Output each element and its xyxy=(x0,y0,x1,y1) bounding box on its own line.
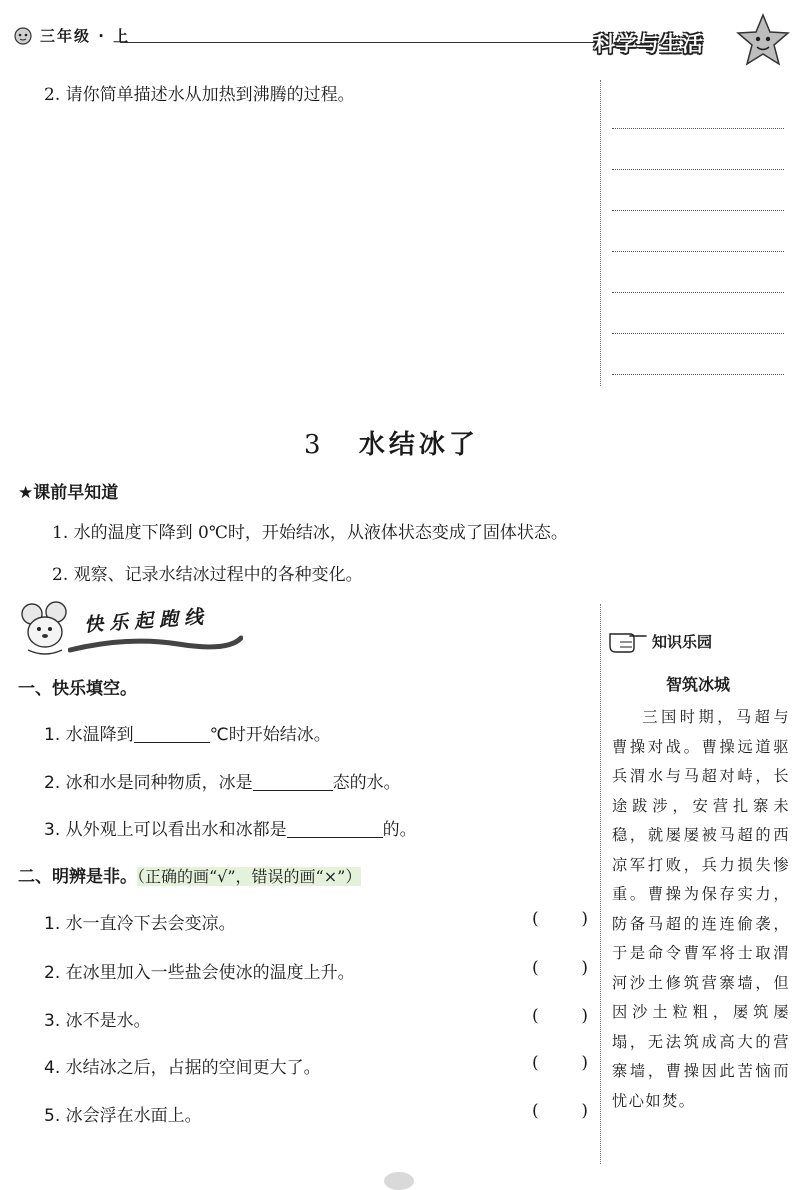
tf-item-4: 4. 水结冰之后，占据的空间更大了。 xyxy=(44,1058,321,1078)
answer-line[interactable] xyxy=(612,333,784,334)
top-side-divider xyxy=(600,80,601,386)
tf-item-3: 3. 冰不是水。 xyxy=(44,1011,151,1031)
kuaile-banner xyxy=(18,600,238,660)
true-false-heading: 二、明辨是非。（正确的画“√”，错误的画“×”） xyxy=(18,867,362,887)
bottom-side-divider xyxy=(600,604,601,1164)
answer-blank[interactable] xyxy=(253,772,333,791)
tf-item-1: 1. 水一直冷下去会变凉。 xyxy=(44,914,236,934)
sidebar-story: 三国时期，马超与曹操对战。曹操远道驱兵渭水与马超对峙，长途跋涉，安营扎寨未稳，就屡屡被马超的西凉军打败，兵力损失惨重。曹操为保存实力，防备马超的连连偷袭，于是命令曹军将士取渭河沙土修筑营寨墙，但因沙土粒粗，屡筑屡塌，无法筑成高大的营寨墙，曹操因此苦恼而忧心如焚。 xyxy=(612,708,790,1110)
answer-paren[interactable]: ( ) xyxy=(532,1053,588,1073)
answer-line[interactable] xyxy=(612,292,784,293)
answer-line[interactable] xyxy=(612,169,784,170)
answer-blank[interactable] xyxy=(287,819,383,838)
preview-heading: ★课前早知道 xyxy=(18,483,119,503)
chapter-number: 3 xyxy=(304,430,321,460)
pointing-hand-icon xyxy=(608,628,648,654)
fill-question-3: 3. 从外观上可以看出水和冰都是 的。 xyxy=(44,820,417,840)
answer-line[interactable] xyxy=(612,251,784,252)
header-rule xyxy=(120,42,600,43)
answer-line[interactable] xyxy=(612,128,784,129)
book-title: 科学与生活 xyxy=(594,32,704,56)
answer-line[interactable] xyxy=(612,374,784,375)
preview-item: 1. 水的温度下降到 0℃时，开始结冰，从液体状态变成了固体状态。 xyxy=(52,523,568,543)
preview-item: 2. 观察、记录水结冰过程中的各种变化。 xyxy=(52,565,363,585)
mascot-icon xyxy=(12,24,34,46)
page-tab-decoration xyxy=(384,1172,414,1190)
answer-blank[interactable] xyxy=(134,724,210,743)
fill-question-1: 1. 水温降到 ℃时开始结冰。 xyxy=(44,725,331,745)
tf-item-2: 2. 在冰里加入一些盐会使冰的温度上升。 xyxy=(44,963,355,983)
answer-paren[interactable]: ( ) xyxy=(532,958,588,978)
answer-line[interactable] xyxy=(612,210,784,211)
grade-label: 三年级 · 上 xyxy=(40,26,131,45)
banner-label: 快乐起跑线 xyxy=(83,605,210,637)
fill-blank-heading: 一、快乐填空。 xyxy=(18,679,137,699)
true-false-note: （正确的画“√”，错误的画“×”） xyxy=(137,867,362,886)
answer-paren[interactable]: ( ) xyxy=(532,1006,588,1026)
sidebar-subtitle: 智筑冰城 xyxy=(665,675,730,694)
header-grade xyxy=(12,24,130,46)
star-mascot-icon xyxy=(734,12,792,70)
prev-question: 2. 请你简单描述水从加热到沸腾的过程。 xyxy=(44,85,355,105)
fill-question-2: 2. 冰和水是同种物质，冰是 态的水。 xyxy=(44,773,401,793)
answer-paren[interactable]: ( ) xyxy=(532,909,588,929)
answer-paren[interactable]: ( ) xyxy=(532,1101,588,1121)
chapter-name: 水结冰了 xyxy=(358,430,479,460)
sidebar-title: 知识乐园 xyxy=(608,628,712,654)
chapter-title xyxy=(304,424,479,461)
tf-item-5: 5. 冰会浮在水面上。 xyxy=(44,1106,202,1126)
